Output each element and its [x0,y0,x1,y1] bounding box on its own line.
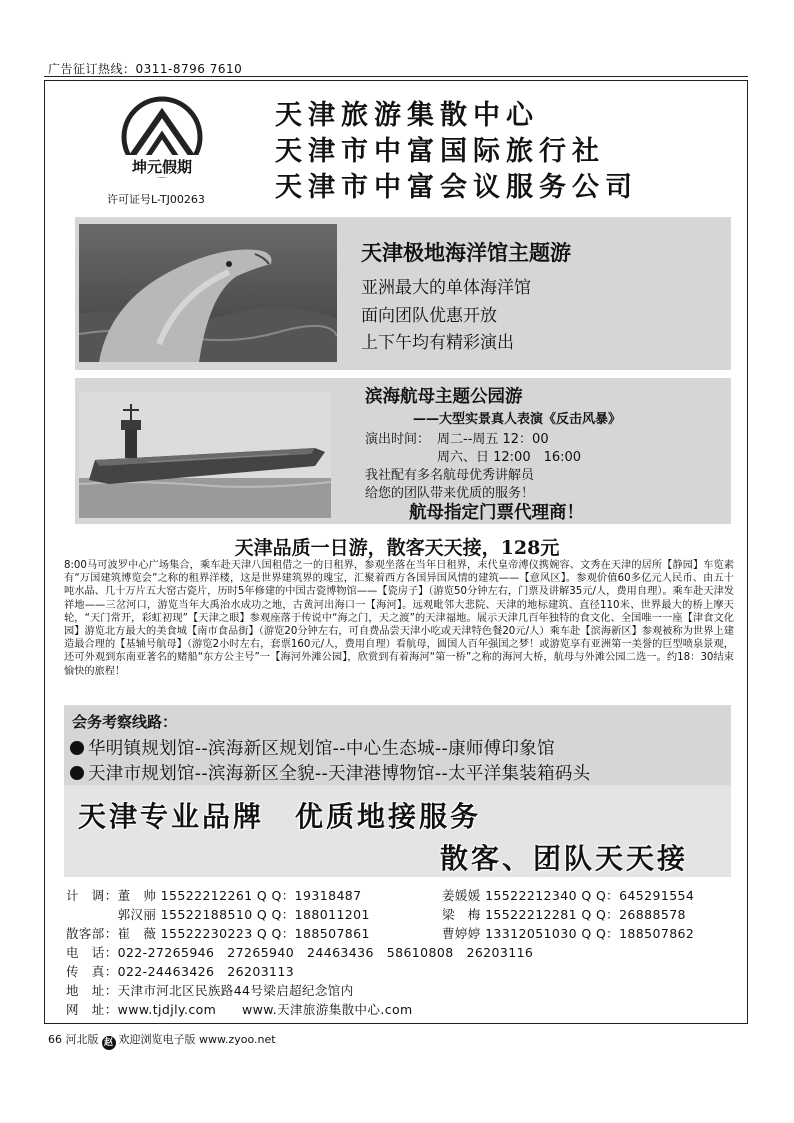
ocean-line-3: 上下午均有精彩演出 [361,333,514,353]
route-item-2 [70,760,591,785]
carrier-title: 滨海航母主题公园游 [365,387,523,407]
show-time-label: 演出时间： [365,432,431,447]
bullet-icon [70,766,84,780]
ocean-title: 天津极地海洋馆主题游 [361,241,571,265]
bullet-icon [70,741,84,755]
page-footer [48,1031,276,1050]
aircraft-carrier-photo [79,392,331,518]
routes-title: 会务考察线路： [72,713,178,731]
ad-hotline: 广告征订热线：0311-8796 7610 [48,62,243,76]
slogan-panel [64,785,731,877]
contact-1-right: 姜媛媛 15522212340 Q Q：645291554 [442,888,695,903]
license-number: 许可证号L-TJ00263 [107,193,205,206]
contact-2-left: 郭汉丽 15522188510 Q Q：188011201 [66,907,370,922]
show-time-weekday: 周二--周五 12：00 [437,432,549,447]
dolphin-photo [79,224,337,362]
logo-text: 坤元假期 [131,158,193,176]
contact-1-left: 计 调：董 帅 15522212261 Q Q：19318487 [66,888,362,903]
contact-3-right: 曹婷婷 13312051030 Q Q：188507862 [442,926,695,941]
carrier-line-2: 给您的团队带来优质的服务！ [365,486,535,501]
carrier-line-1: 我社配有多名航母优秀讲解员 [365,468,535,483]
inspection-routes-panel [64,705,731,785]
contact-2-right: 梁 梅 15522212281 Q Q：26888578 [442,907,686,922]
show-time-weekend: 周六、日 12:00 16:00 [437,450,582,465]
ocean-line-1: 亚洲最大的单体海洋馆 [361,278,531,298]
contact-fax: 传 真：022-24463426 26203113 [66,964,295,979]
company-name-2: 天津市中富国际旅行社 [275,136,605,167]
company-name-3: 天津市中富会议服务公司 [275,172,638,203]
zhao-badge-icon: 赵 [102,1036,116,1050]
contact-address: 地 址：天津市河北区民族路44号梁启超纪念馆内 [66,983,354,998]
carrier-highlight: 航母指定门票代理商！ [409,503,584,523]
ad-frame [44,80,748,1024]
carrier-park-panel [75,378,731,524]
slogan-line-2: 散客、团队天天接 [440,842,689,875]
contact-website[interactable]: 网 址：www.tjdjly.com www.天津旅游集散中心.com [66,1002,413,1017]
contact-phone: 电 话：022-27265946 27265940 24463436 58610808 26203116 [66,945,534,960]
top-rule [44,76,748,77]
ocean-park-panel [75,217,731,370]
kunyuan-logo-icon [116,95,208,187]
slogan-line-1: 天津专业品牌 优质地接服务 [78,800,482,833]
route-item-1 [70,735,555,760]
route-text-1: 华明镇规划馆--滨海新区规划馆--中心生态城--康师傅印象馆 [88,739,555,759]
page-number: 66 河北版 [48,1033,99,1046]
company-name-1: 天津旅游集散中心 [275,100,539,131]
carrier-subtitle: ——大型实景真人表演《反击风暴》 [413,412,622,427]
one-day-tour-itinerary: 8:00马可波罗中心广场集合，乘车赴天津八国租借之一的日租界，参观坐落在当年日租界，末代皇帝溥仪携婉容、文秀在天津的居所【静园】车览素有“万国建筑博览会”之称的租界洋楼，这是世界建筑界的瑰宝，汇聚着西方各国异国风情的建筑——【意风区】。参观价值60多亿元人民币、由五十吨水晶、几十万片五大窑古瓷片，历时5年修建的中国古瓷博物馆——【瓷房子】（游览50分钟左右，门票及讲解35元/人，费用自理）。乘车赴天津发祥地——三岔河口，游览当年大禹治水成功之地，古黄河出海口一【海河】。远观毗邻大悲院、天津的地标建筑、直径110米、世界最大的桥上摩天轮，“天门常开，彩虹初现”【天津之眼】参观座落于传说中“海之门，天之渡”的天津福地。展示天津几百年独特的食文化、全国唯一一座【津食文化园】游览北方最大的美食城【南市食品街】（游览20分钟左右，可自费品尝天津小吃或天津特色餐20元/人）乘车赴【滨海新区】参观被称为世界上建造最合理的【基辅号航母】（游览2小时左右，套票160元/人，费用自理）看航母，圆国人百年强国之梦！或游览享有亚洲第一美誉的巨型喷泉景观，还可外观到东南亚著名的赌船“东方公主号”一【海河外滩公园】，欣赏到有着海河“第一桥”之称的海河大桥，航母与外滩公园二选一。约18：30结束愉快的旅程！ [64,560,734,677]
route-text-2: 天津市规划馆--滨海新区全貌--天津港博物馆--太平洋集装箱码头 [88,764,591,784]
ocean-line-2: 面向团队优惠开放 [361,306,497,326]
one-day-tour-title: 天津品质一日游，散客天天接，128元 [234,537,560,559]
contact-3-left: 散客部：崔 薇 15522230223 Q Q：188507861 [66,926,370,941]
footer-site-link[interactable]: 欢迎浏览电子版 www.zyoo.net [118,1033,276,1046]
